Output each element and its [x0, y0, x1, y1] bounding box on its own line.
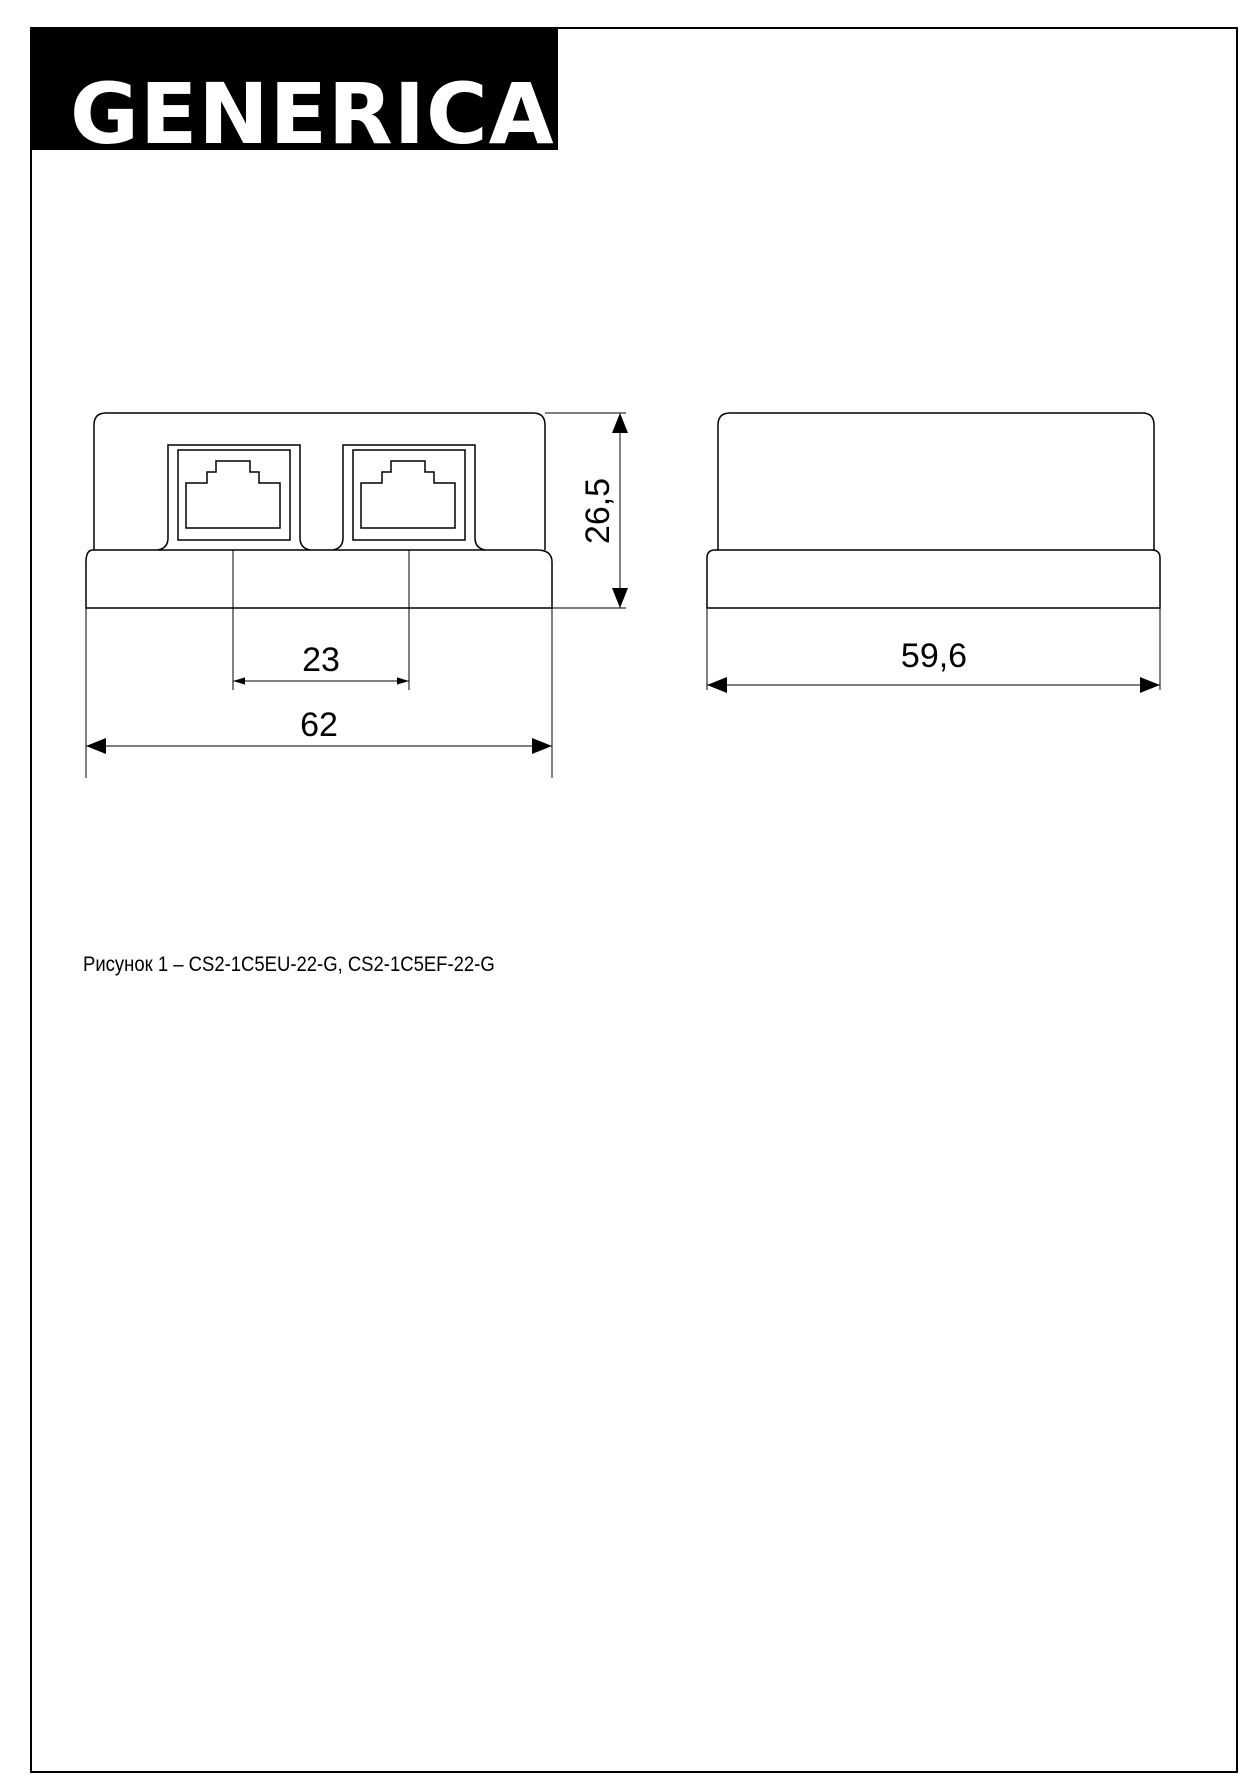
port-2-socket-inner — [361, 461, 455, 528]
front-view — [86, 413, 552, 608]
front-base — [86, 550, 552, 608]
dim-label-23: 23 — [302, 641, 340, 679]
dim-label-62: 62 — [300, 706, 338, 744]
dim-label-26-5: 26,5 — [579, 477, 617, 545]
port-2-socket — [353, 450, 465, 540]
port-1-socket-inner — [186, 461, 280, 528]
side-view — [707, 413, 1160, 608]
front-upper-housing — [94, 413, 545, 550]
dim-label-59-6: 59,6 — [900, 637, 968, 675]
side-upper-housing — [718, 413, 1154, 550]
figure-caption: Рисунок 1 – CS2-1C5EU-22-G, CS2-1C5EF-22-G — [83, 953, 495, 976]
side-base — [707, 550, 1160, 608]
logo-text: GENERICA — [70, 65, 555, 150]
port-1-socket — [178, 450, 290, 540]
